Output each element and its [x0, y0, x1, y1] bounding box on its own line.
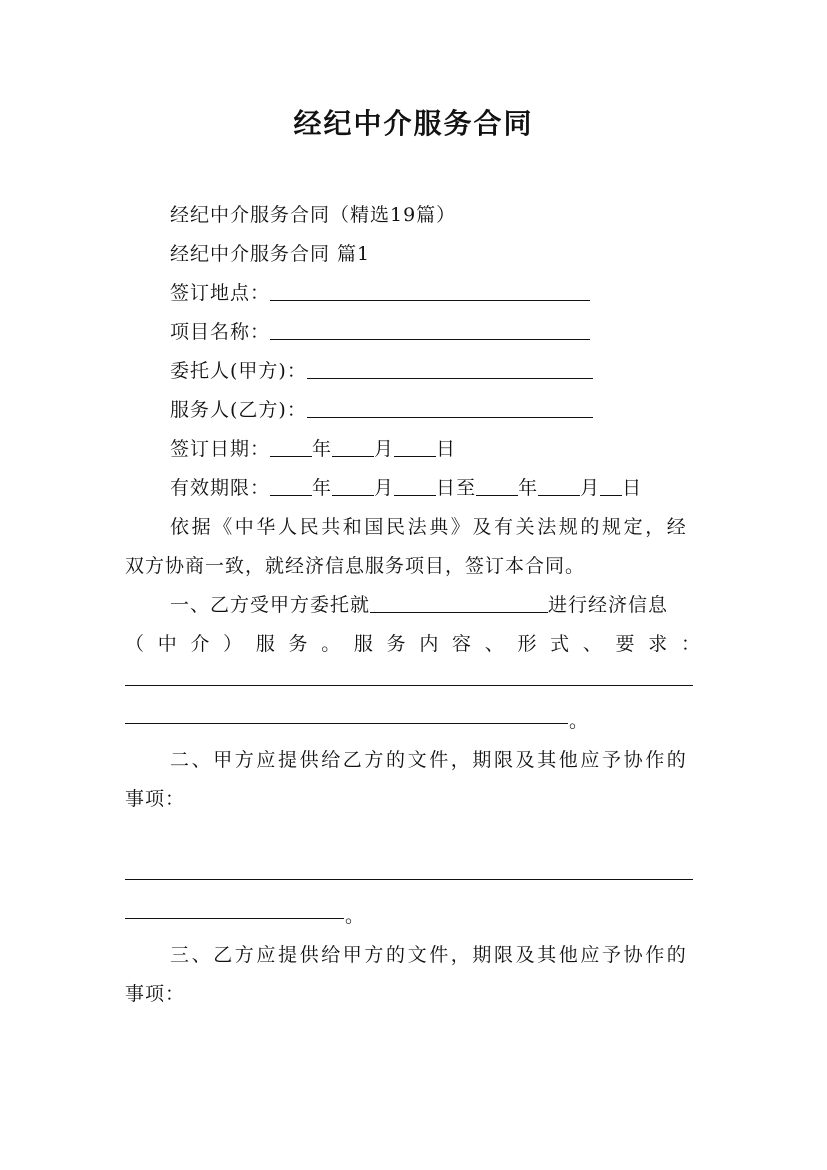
clause-2-fill-line-2 — [125, 918, 344, 919]
clause-1-char: （ — [125, 633, 145, 655]
month-text: 月 — [374, 438, 395, 460]
clause-1-fill-line-2 — [125, 723, 568, 724]
end-day-blank — [600, 477, 622, 496]
provider-blank — [307, 399, 593, 418]
clause-3-line-2: 事项： — [125, 983, 186, 1005]
clause-2-line-2: 事项： — [125, 788, 186, 810]
end-year-text: 年 — [518, 477, 539, 499]
start-month-blank — [332, 477, 374, 496]
clause-1-char: 。 — [321, 633, 341, 655]
year-text: 年 — [312, 438, 333, 460]
clause-1-char: 务 — [288, 633, 308, 655]
clause-1-char: 式 — [550, 633, 570, 655]
clause-1-char: 服 — [353, 633, 373, 655]
start-year-text: 年 — [312, 477, 333, 499]
clause-1-char: 介 — [190, 633, 210, 655]
end-month-blank — [538, 477, 580, 496]
clause-1-char: 求 — [648, 633, 668, 655]
start-year-blank — [270, 477, 312, 496]
clause-1-char: 、 — [582, 633, 602, 655]
article-heading: 经纪中介服务合同 篇1 — [170, 243, 371, 265]
clause-1-fill-line-1 — [125, 685, 693, 686]
clause-1-char: 务 — [386, 633, 406, 655]
clause-1-char: 内 — [419, 633, 439, 655]
document-title: 经纪中介服务合同 — [293, 107, 534, 140]
validity-field — [170, 473, 642, 500]
clause-1-line-1 — [170, 590, 668, 617]
client-field — [170, 356, 593, 383]
clause-1-char: 服 — [255, 633, 275, 655]
start-day-blank — [394, 477, 436, 496]
sign-date-label: 签订日期： — [170, 438, 271, 460]
provider-field — [170, 395, 593, 422]
clause-1-char: 形 — [517, 633, 537, 655]
clause-1-line-2 — [125, 629, 700, 656]
day-text: 日 — [436, 438, 457, 460]
clause-1-blank — [370, 594, 548, 613]
end-day-text: 日 — [622, 477, 643, 499]
sign-place-blank — [270, 282, 590, 301]
clause-1-suffix: 进行经济信息 — [548, 594, 669, 616]
clause-1-char: 中 — [157, 633, 177, 655]
project-name-label: 项目名称： — [170, 321, 271, 343]
year-blank — [270, 438, 312, 457]
clause-1-char: 、 — [484, 633, 504, 655]
clause-1-char: ： — [680, 633, 700, 655]
sign-place-field — [170, 278, 590, 305]
basis-line-2: 双方协商一致，就经济信息服务项目，签订本合同。 — [125, 555, 586, 577]
start-month-text: 月 — [374, 477, 395, 499]
provider-label: 服务人(乙方)： — [170, 399, 307, 421]
clause-1-char: ） — [223, 633, 243, 655]
end-month-text: 月 — [580, 477, 601, 499]
month-blank — [332, 438, 374, 457]
sign-place-label: 签订地点： — [170, 282, 271, 304]
clause-2-fill-line-1 — [125, 879, 693, 880]
validity-label: 有效期限： — [170, 477, 271, 499]
clause-3-line-1: 三、乙方应提供给甲方的文件，期限及其他应予协作的 — [170, 944, 689, 966]
to-text: 至 — [456, 477, 477, 499]
sign-date-field — [170, 434, 456, 461]
clause-1-period: 。 — [569, 710, 590, 732]
project-name-field — [170, 317, 590, 344]
document-subtitle: 经纪中介服务合同（精选19篇） — [170, 204, 457, 226]
day-blank — [394, 438, 436, 457]
start-day-text: 日 — [436, 477, 457, 499]
clause-1-prefix: 一、乙方受甲方委托就 — [170, 594, 371, 616]
clause-2-line-1: 二、甲方应提供给乙方的文件，期限及其他应予协作的 — [170, 749, 689, 771]
client-blank — [307, 360, 593, 379]
project-name-blank — [270, 321, 590, 340]
end-year-blank — [476, 477, 518, 496]
clause-1-char: 要 — [615, 633, 635, 655]
basis-line-1: 依据《中华人民共和国民法典》及有关法规的规定，经 — [170, 516, 689, 538]
clause-2-period: 。 — [345, 905, 366, 927]
clause-1-char: 容 — [452, 633, 472, 655]
client-label: 委托人(甲方)： — [170, 360, 307, 382]
